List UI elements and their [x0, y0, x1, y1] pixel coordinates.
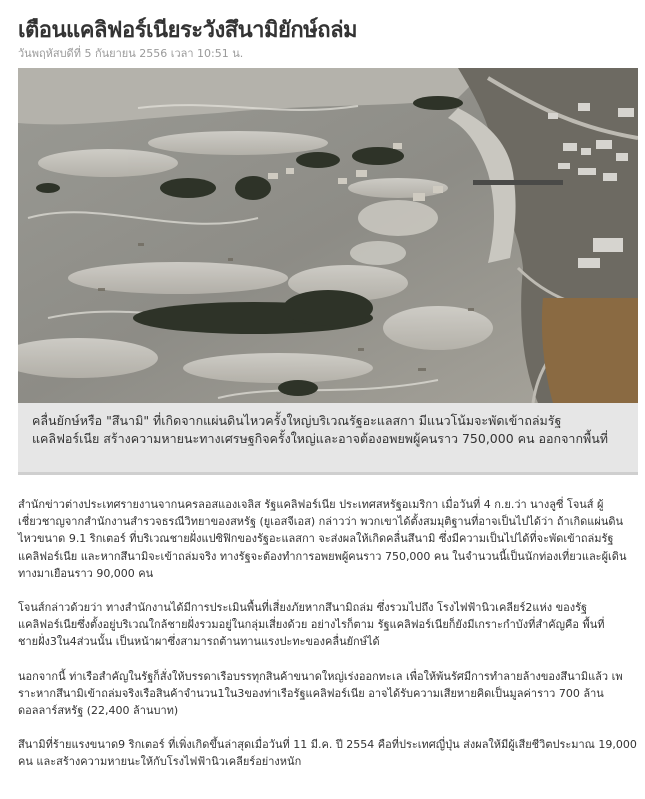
tsunami-aerial-photo: [18, 68, 638, 403]
article-body: [18, 496, 640, 788]
paragraph: นอกจากนี้ ท่าเรือสำคัญในรัฐก็สั่งให้บรรดาเรือบรรทุกสินค้าขนาดใหญ่เร่งออกทะเล เพื่อให้พ้นรัศมีการทำลายล้างของสึนามิแล้ว เพราะหากสึนามิเข้าถล่มจริงเรือสินค้าจำนวน1ใน3ของท่าเรือรัฐแคลิฟอร์เนีย อาจได้รับความเสียหายคิดเป็นมูลค่าราว 700 ล้านดอลลาร์สหรัฐ (22,400 ล้านบาท): [18, 669, 623, 718]
paragraph: โจนส์กล่าวด้วยว่า ทางสำนักงานได้มีการประเมินพื้นที่เสี่ยงภัยหากสึนามิถล่ม ซึ่งรวมไปถึง โรงไฟฟ้านิวเคลียร์2แห่ง ของรัฐแคลิฟอร์เนียซึ่งตั้งอยู่บริเวณใกล้ชายฝั่งรวมอยู่ในกลุ่มเสี่ยงด้วย อย่างไรก็ตาม รัฐแคลิฟอร์เนียก็ยังมีเกราะกำบังที่สำคัญคือ พื้นที่ชายฝั่ง3ใน4ส่วนนั้น เป็นหน้าผาซึ่งสามารถต้านทานแรงปะทะของคลื่นยักษ์ได้: [18, 601, 605, 649]
publish-date: วันพฤหัสบดีที่ 5 กันยายน 2556 เวลา 10:51 น.: [18, 47, 244, 60]
photo-caption: คลื่นยักษ์หรือ "สึนามิ" ที่เกิดจากแผ่นดินไหวครั้งใหญ่บริเวณรัฐอะแลสกา มีแนวโน้มจะพัดเข้าถล่มรัฐแคลิฟอร์เนีย สร้างความหายนะทางเศรษฐกิจครั้งใหญ่และอาจต้องอพยพผู้คนราว 750,000 คน ออกจากพื้นที่: [18, 403, 638, 475]
article-headline: เตือนแคลิฟอร์เนียระวังสึนามิยักษ์ถล่ม: [18, 18, 358, 43]
paragraph: สึนามิที่ร้ายแรงขนาด9 ริกเตอร์ ที่เพิ่งเกิดขึ้นล่าสุดเมื่อวันที่ 11 มี.ค. ปี 2554 คือที่ประเทศญี่ปุ่น ส่งผลให้มีผู้เสียชีวิตประมาณ 19,000 คน และสร้างความหายนะให้กับโรงไฟฟ้านิวเคลียร์อย่างหนัก: [18, 738, 637, 769]
paragraph: สำนักข่าวต่างประเทศรายงานจากนครลอสแองเจลิส รัฐแคลิฟอร์เนีย ประเทศสหรัฐอเมริกา เมื่อวันที่ 4 ก.ย.ว่า นางลูซี่ โจนส์ ผู้เชี่ยวชาญจากสำนักงานสำรวจธรณีวิทยาของสหรัฐ (ยูเอสจีเอส) กล่าวว่า พวกเขาได้ตั้งสมมุติฐานที่อาจเป็นไปได้ว่า ถ้าเกิดแผ่นดินไหวขนาด 9.1 ริกเตอร์ ที่บริเวณชายฝั่งแปซิฟิกของรัฐอะแลสกา จะส่งผลให้เกิดคลื่นสึนามิ ซึ่งมีความเป็นไปได้ที่จะพัดเข้าถล่มรัฐแคลิฟอร์เนีย และหากสึนามิจะเข้าถล่มจริง ทางรัฐจะต้องทำการอพยพผู้คนราว 750,000 คน ในจำนวนนี้เป็นนักท่องเที่ยวและผู้เดินทางมาเยือนราว 90,000 คน: [18, 498, 627, 580]
